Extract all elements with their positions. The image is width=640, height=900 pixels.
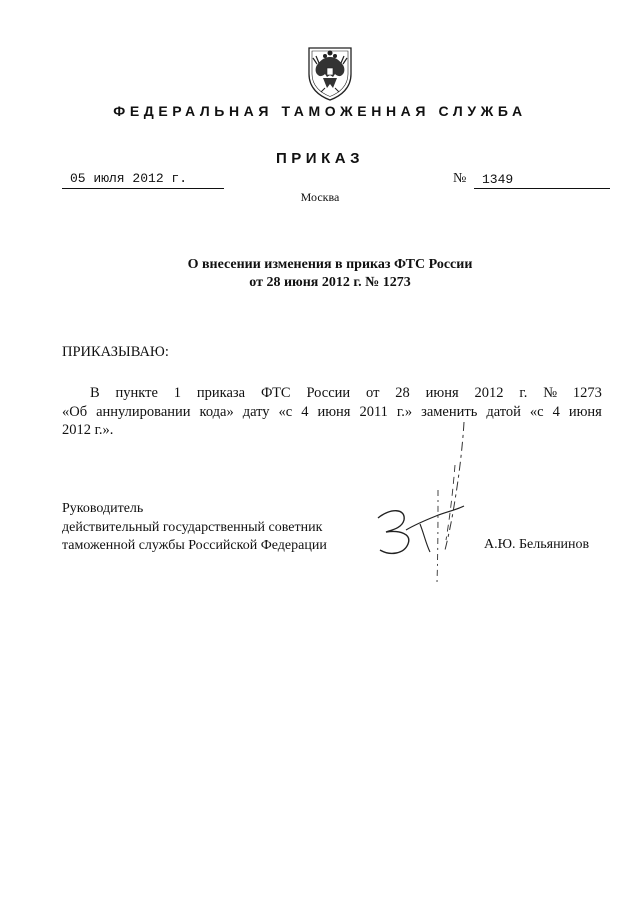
number-sign: № (453, 171, 467, 186)
body-word: аннулировании (96, 403, 191, 420)
handwritten-signature (360, 420, 490, 585)
body-word: июня (317, 403, 351, 420)
body-word: г. (519, 385, 528, 401)
body-word: России (306, 385, 351, 401)
body-word: 2012 (474, 385, 504, 401)
order-body (62, 384, 602, 440)
body-word: В (90, 385, 100, 401)
body-word: г.» (396, 403, 413, 420)
signatory-name: А.Ю. Бельянинов (484, 537, 590, 552)
body-word: заменить (421, 403, 478, 420)
document-type: ПРИКАЗ (276, 150, 364, 167)
body-word: «Об (62, 403, 88, 420)
body-word: июня (568, 403, 602, 420)
body-word: 4 (301, 403, 309, 420)
signatory-block (62, 500, 327, 556)
signatory-title-3: таможенной службы Российской Федерации (62, 538, 327, 553)
body-word: «с (529, 403, 544, 420)
body-word: 2011 (359, 403, 388, 420)
document-number: 1349 (474, 172, 610, 189)
body-word: кода» (199, 403, 234, 420)
body-word: пункте (115, 385, 158, 401)
body-line-1 (62, 384, 602, 403)
document-subject (100, 256, 560, 292)
body-word: 1273 (572, 385, 602, 401)
russian-coat-of-arms-icon (303, 44, 357, 102)
body-word: 28 (395, 385, 410, 401)
agency-name: ФЕДЕРАЛЬНАЯ ТАМОЖЕННАЯ СЛУЖБА (113, 103, 527, 119)
body-word: 4 (552, 403, 560, 420)
body-word: приказа (196, 385, 246, 401)
body-word: от (366, 385, 380, 401)
body-word: «с (278, 403, 293, 420)
body-word: 1 (173, 385, 182, 401)
body-word: датой (486, 403, 521, 420)
body-line-2 (62, 403, 602, 422)
subject-line-1: О внесении изменения в приказ ФТС России (187, 257, 473, 272)
body-word: дату (242, 403, 270, 420)
city: Москва (300, 190, 340, 204)
order-word: ПРИКАЗЫВАЮ: (62, 344, 169, 360)
body-word: ФТС (260, 385, 291, 401)
body-line-3: 2012 г.». (62, 422, 114, 438)
document-date: 05 июля 2012 г. (62, 170, 224, 189)
body-word: № (543, 385, 558, 401)
body-word: июня (425, 385, 459, 401)
subject-line-2: от 28 июня 2012 г. № 1273 (249, 275, 411, 290)
signatory-title-2: действительный государственный советник (62, 519, 323, 535)
signatory-title-1: Руководитель (62, 501, 144, 516)
